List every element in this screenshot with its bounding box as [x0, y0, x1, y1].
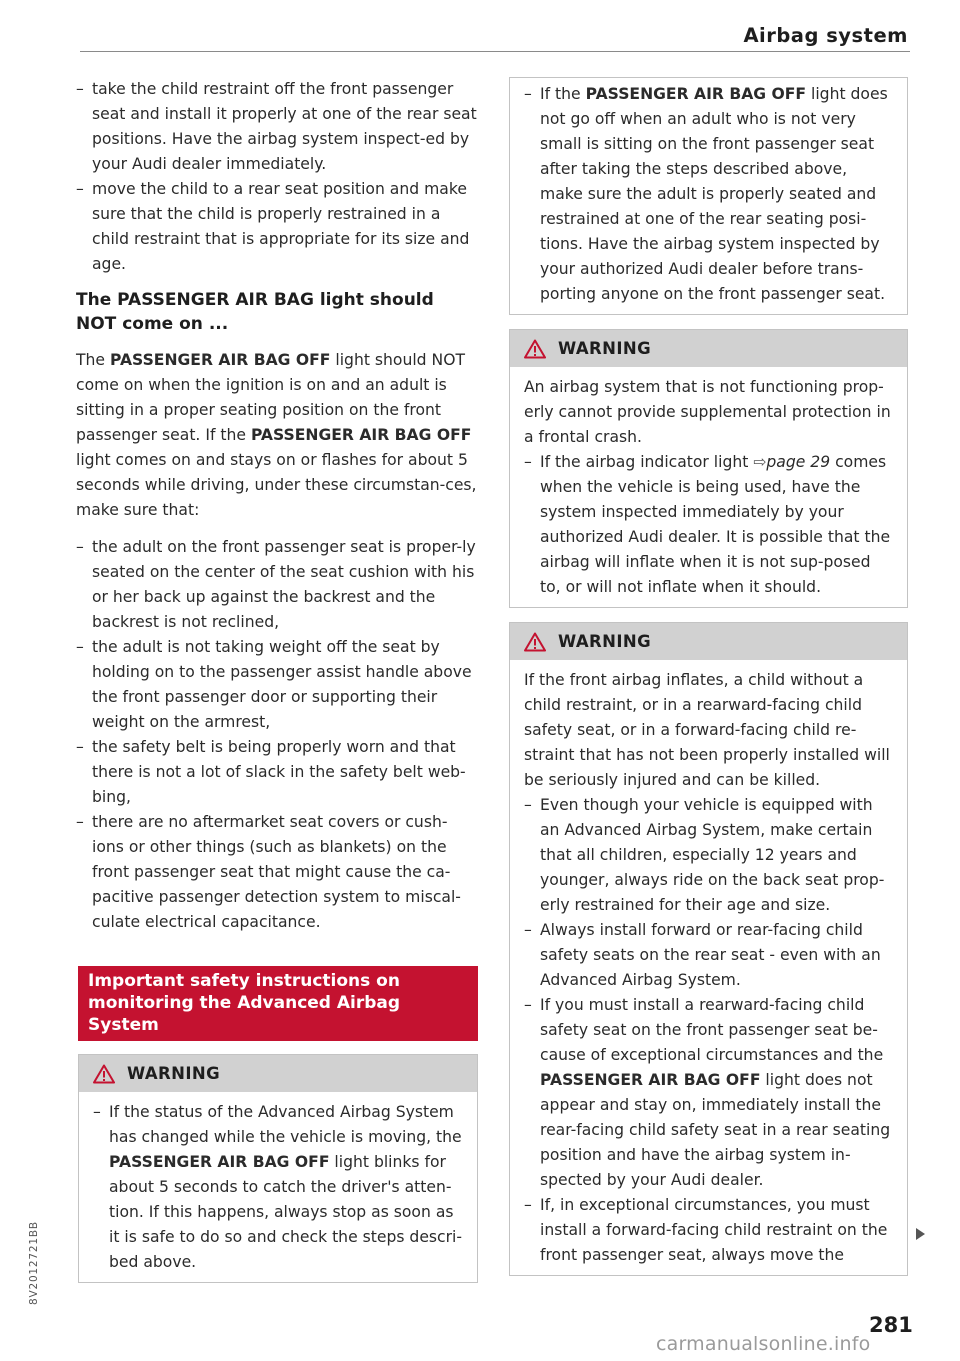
- warning-label: WARNING: [558, 339, 652, 358]
- header-divider: [80, 51, 910, 52]
- left-column: [76, 77, 478, 1283]
- right-column: [509, 77, 908, 1276]
- list-item: – the adult on the front passenger seat is proper-ly seated on the center of the seat cushion with his or her back up against the backrest and the backrest is not reclined,: [76, 535, 478, 635]
- list-item-text: If, in exceptional circumstances, you must install a forward-facing child restraint on the front passenger seat, always move the: [540, 1196, 888, 1264]
- list-item: – the safety belt is being properly worn and that there is not a lot of slack in the safety belt web-bing,: [76, 735, 478, 810]
- list-item-text: If the airbag indicator light ⇨page 29 comes when the vehicle is being used, have the system inspected immediately by your authorized Audi dealer. It is possible that the airbag will inflate when it is not sup-posed to, or will not inflate when it should.: [540, 453, 891, 596]
- list-item-text: If you must install a rearward-facing child safety seat on the front passenger seat be-cause of exceptional circumstances and the PASSENGER AIR BAG OFF light does not appear and stay on, immediately install the rear-facing child safety seat in a rear seating position and have the airbag system in-spected by your Audi dealer.: [540, 996, 891, 1189]
- warning-triangle-icon: [524, 339, 546, 359]
- warning-header: [510, 330, 907, 367]
- list-item: – move the child to a rear seat position and make sure that the child is properly restrained in a child restraint that is appropriate for its size and age.: [76, 177, 478, 277]
- list-item: – If, in exceptional circumstances, you must install a forward-facing child restraint on the front passenger seat, always move the: [524, 1193, 893, 1268]
- page-header-title: Airbag system: [743, 24, 908, 47]
- warning-box: [509, 329, 908, 608]
- warning-triangle-icon: [93, 1064, 115, 1084]
- warning-header: [510, 623, 907, 660]
- list-item-text: the adult on the front passenger seat is proper-ly seated on the center of the seat cushion with his or her back up against the backrest and the backrest is not reclined,: [92, 538, 476, 631]
- list-item: – take the child restraint off the front passenger seat and install it properly at one of the rear seat positions. Have the airbag system inspect-ed by your Audi dealer immediately.: [76, 77, 478, 177]
- warning-box: [509, 622, 908, 1276]
- warning-triangle-icon: [524, 632, 546, 652]
- list-item: – Always install forward or rear-facing child safety seats on the rear seat - even with an Advanced Airbag System.: [524, 918, 893, 993]
- list-item-text: take the child restraint off the front passenger seat and install it properly at one of the rear seat positions. Have the airbag system inspect-ed by your Audi dealer immediately.: [92, 80, 477, 173]
- list-item-text: move the child to a rear seat position and make sure that the child is properly restrained in a child restraint that is appropriate for its size and age.: [92, 180, 470, 273]
- list-item-text: Always install forward or rear-facing child safety seats on the rear seat - even with an Advanced Airbag System.: [540, 921, 881, 989]
- list-item: – If you must install a rearward-facing child safety seat on the front passenger seat be-cause of exceptional circumstances and the PASSENGER AIR BAG OFF light does not appear and stay on, immediately install the rear-facing child safety seat in a rear seating position and have the airbag system in-spected by your Audi dealer.: [524, 993, 893, 1193]
- subheading: The PASSENGER AIR BAG light should NOT come on ...: [76, 290, 434, 334]
- body-paragraph: The PASSENGER AIR BAG OFF light should NOT come on when the ignition is on and an adult is sitting in a proper seating position on the front passenger seat. If the PASSENGER AIR BAG OFF light comes on and stays on or flashes for about 5 seconds while driving, under these circumstan-ces, make sure that:: [76, 351, 477, 519]
- section-title: Important safety instructions on monitoring the Advanced Airbag System: [78, 966, 478, 1041]
- document-code: 8V2012721BB: [28, 1221, 40, 1305]
- continue-arrow-icon: [916, 1228, 925, 1240]
- list-item: – If the status of the Advanced Airbag System has changed while the vehicle is moving, the PASSENGER AIR BAG OFF light blinks for about 5 seconds to catch the driver's atten-tion. If this happens, always stop as soon as it is safe to do so and check the steps descri-bed above.: [93, 1100, 463, 1275]
- list-item: – the adult is not taking weight off the seat by holding on to the passenger assist handle above the front passenger door or supporting their weight on the armrest,: [76, 635, 478, 735]
- warning-box: [78, 1054, 478, 1283]
- list-item: – Even though your vehicle is equipped with an Advanced Airbag System, make certain that all children, especially 12 years and younger, always ride on the back seat prop-erly restrained for their age and size.: [524, 793, 893, 918]
- page-number: 281: [869, 1313, 913, 1337]
- list-item: – If the PASSENGER AIR BAG OFF light does not go off when an adult who is not very small is sitting on the front passenger seat after taking the steps described above, make sure the adult is properly seated and restrained at one of the rear seating posi-tions. Have the airbag system inspected by your authorized Audi dealer before trans-porting anyone on the front passenger seat.: [524, 82, 893, 307]
- list-item-text: Even though your vehicle is equipped with an Advanced Airbag System, make certain that all children, especially 12 years and younger, always ride on the back seat prop-erly restrained for their age and size.: [540, 796, 885, 914]
- warning-label: WARNING: [558, 632, 652, 651]
- page-reference-link[interactable]: page 29: [766, 453, 831, 471]
- warning-label: WARNING: [127, 1064, 221, 1083]
- note-box: [509, 77, 908, 315]
- warning-text: An airbag system that is not functioning prop-erly cannot provide supplemental protection in a frontal crash.: [524, 378, 891, 446]
- list-item: – If the airbag indicator light ⇨page 29 comes when the vehicle is being used, have the system inspected immediately by your authorized Audi dealer. It is possible that the airbag will inflate when it is not sup-posed to, or will not inflate when it should.: [524, 450, 893, 600]
- list-item-text: If the status of the Advanced Airbag System has changed while the vehicle is moving, the PASSENGER AIR BAG OFF light blinks for about 5 seconds to catch the driver's atten-tion. If this happens, always stop as soon as it is safe to do so and check the steps descri-bed above.: [109, 1103, 462, 1271]
- list-item-text: If the PASSENGER AIR BAG OFF light does not go off when an adult who is not very small is sitting on the front passenger seat after taking the steps described above, make sure the adult is properly seated and restrained at one of the rear seating posi-tions. Have the airbag system inspected by your authorized Audi dealer before trans-porting anyone on the front passenger seat.: [540, 85, 888, 303]
- list-item-text: the safety belt is being properly worn and that there is not a lot of slack in the safety belt web-bing,: [92, 738, 466, 806]
- warning-header: [79, 1055, 477, 1092]
- arrow-right-icon: ⇨: [753, 453, 767, 471]
- watermark: carmanualsonline.info: [656, 1333, 871, 1355]
- list-item-text: there are no aftermarket seat covers or cush-ions or other things (such as blankets) on the front passenger seat that might cause the ca-pacitive passenger detection system to miscal-culate electrical capacitance.: [92, 813, 461, 931]
- list-item: – there are no aftermarket seat covers or cush-ions or other things (such as blankets) on the front passenger seat that might cause the ca-pacitive passenger detection system to miscal-culate electrical capacitance.: [76, 810, 478, 935]
- list-item-text: the adult is not taking weight off the seat by holding on to the passenger assist handle above the front passenger door or supporting their weight on the armrest,: [92, 638, 472, 731]
- warning-text: If the front airbag inflates, a child without a child restraint, or in a rearward-facing child safety seat, or in a forward-facing child re-straint that has not been properly installed will be seriously injured and can be killed.: [524, 671, 890, 789]
